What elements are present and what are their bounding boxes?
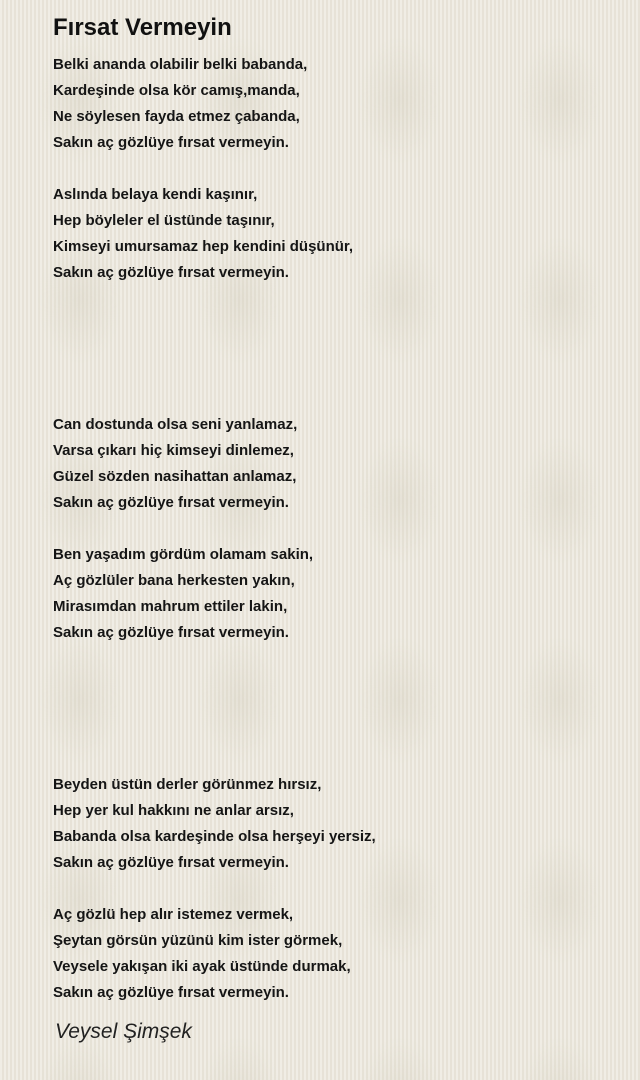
poem-line: Hep böyleler el üstünde taşınır, bbox=[53, 212, 275, 229]
poem-line: Belki ananda olabilir belki babanda, bbox=[53, 56, 308, 73]
poem-line: Ne söylesen fayda etmez çabanda, bbox=[53, 108, 300, 125]
poem-line: Mirasımdan mahrum ettiler lakin, bbox=[53, 598, 288, 615]
poem-author: Veysel Şimşek bbox=[55, 1020, 192, 1043]
poem-line: Şeytan görsün yüzünü kim ister görmek, bbox=[53, 932, 343, 949]
poem-line: Aç gözlüler bana herkesten yakın, bbox=[53, 572, 295, 589]
poem-line: Veysele yakışan iki ayak üstünde durmak, bbox=[53, 958, 351, 975]
poem-line: Beyden üstün derler görünmez hırsız, bbox=[53, 776, 322, 793]
stanza-6 bbox=[53, 902, 351, 1006]
stanza-4 bbox=[53, 542, 313, 646]
poem-line: Güzel sözden nasihattan anlamaz, bbox=[53, 468, 297, 485]
poem-line: Babanda olsa kardeşinde olsa herşeyi yersiz, bbox=[53, 828, 376, 845]
poem-line: Aç gözlü hep alır istemez vermek, bbox=[53, 906, 294, 923]
poem-line: Sakın aç gözlüye fırsat vermeyin. bbox=[53, 854, 289, 871]
poem-line: Hep yer kul hakkını ne anlar arsız, bbox=[53, 802, 294, 819]
poem-line: Ben yaşadım gördüm olamam sakin, bbox=[53, 546, 314, 563]
poem-line: Varsa çıkarı hiç kimseyi dinlemez, bbox=[53, 442, 294, 459]
poem-line: Sakın aç gözlüye fırsat vermeyin. bbox=[53, 624, 289, 641]
poem-line: Sakın aç gözlüye fırsat vermeyin. bbox=[53, 264, 289, 281]
poem-line: Aslında belaya kendi kaşınır, bbox=[53, 186, 258, 203]
poem-line: Sakın aç gözlüye fırsat vermeyin. bbox=[53, 494, 289, 511]
poem-title: Fırsat Vermeyin bbox=[53, 14, 232, 41]
poem-line: Kimseyi umursamaz hep kendini düşünür, bbox=[53, 238, 354, 255]
poem-line: Sakın aç gözlüye fırsat vermeyin. bbox=[53, 984, 289, 1001]
stanza-3 bbox=[53, 412, 297, 516]
poem-line: Sakın aç gözlüye fırsat vermeyin. bbox=[53, 134, 289, 151]
poem-line: Can dostunda olsa seni yanlamaz, bbox=[53, 416, 298, 433]
stanza-5 bbox=[53, 772, 376, 876]
stanza-1 bbox=[53, 52, 307, 156]
stanza-2 bbox=[53, 182, 353, 286]
poem-line: Kardeşinde olsa kör camış,manda, bbox=[53, 82, 300, 99]
